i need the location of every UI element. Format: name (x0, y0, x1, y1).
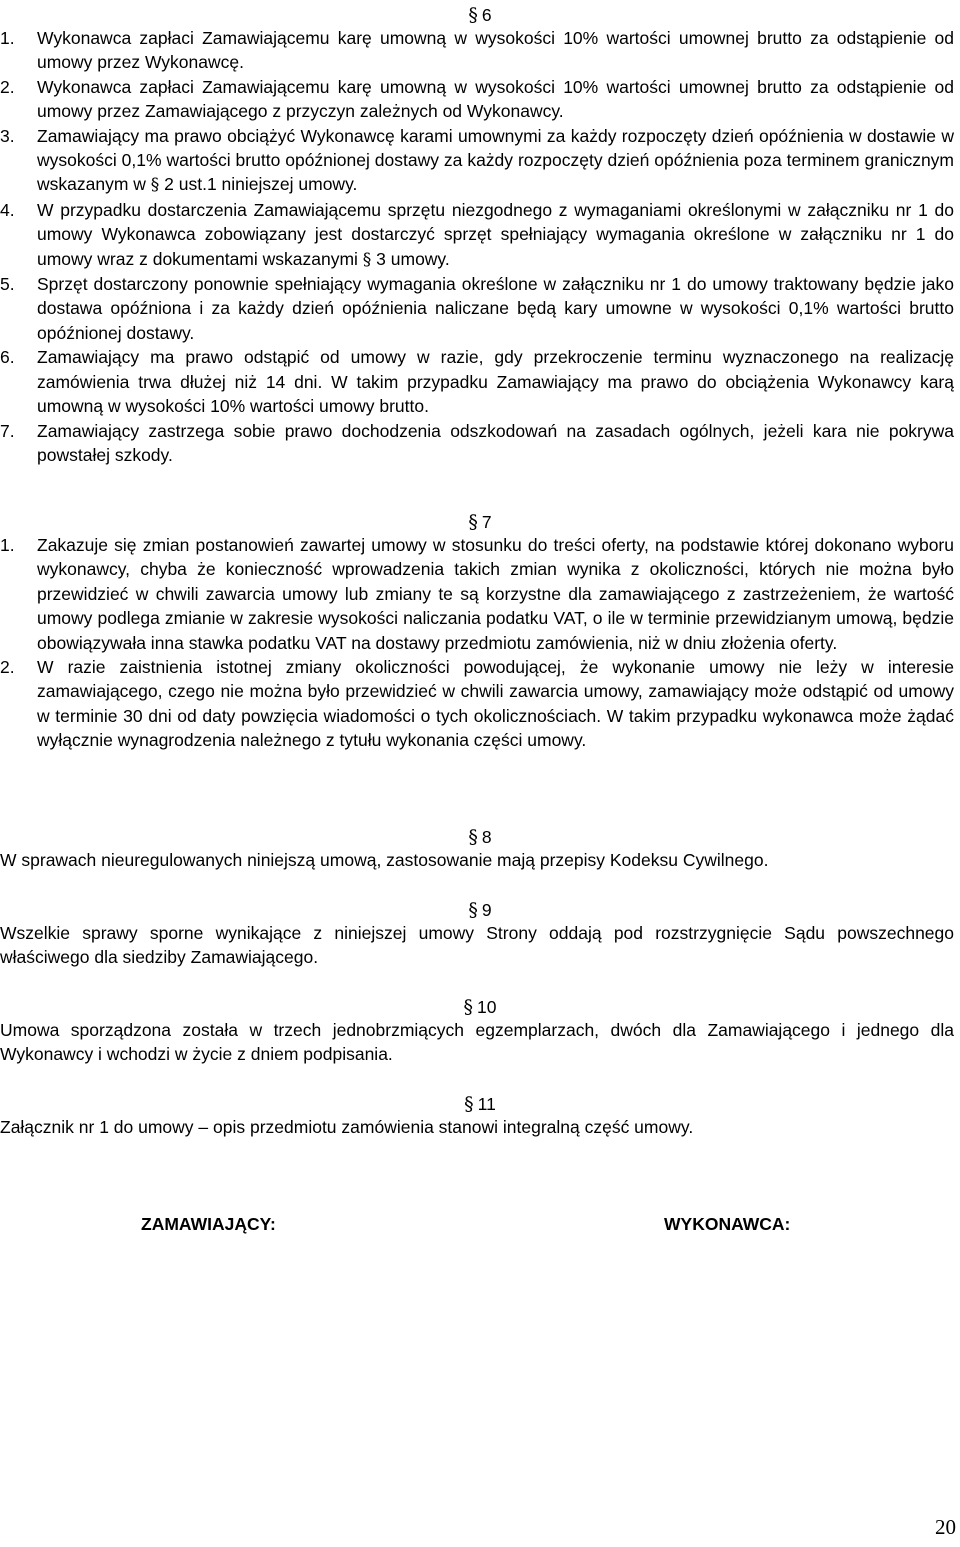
item-number: 2. (0, 657, 15, 678)
section-sign: § (150, 175, 160, 196)
section-heading (0, 1093, 960, 1115)
section-number: 7 (481, 512, 492, 532)
section-sign: § (362, 249, 372, 270)
item-number: 2. (0, 76, 15, 97)
item-number: 5. (0, 274, 15, 295)
signature-label-client: ZAMAWIAJĄCY: (141, 1214, 276, 1234)
item-text: Wykonawca zapłaci Zamawiającemu karę umowną w wysokości 10% wartości umownej brutto za odstąpienie od umowy przez Wykonawcę. (37, 28, 954, 73)
item-text: W przypadku dostarczenia Zamawiającemu sprzętu niezgodnego z wymaganiami określonymi w załączniku nr 1 do umowy Wykonawca zobowiązany jest dostarczyć sprzęt spełniający wymagania określone w załączniku nr 1 do umowy wraz z dokumentami wskazanymi (37, 199, 954, 269)
section-sign: § (468, 826, 478, 848)
section-7-list (0, 533, 960, 753)
list-item (0, 533, 954, 655)
signature-block (0, 1214, 960, 1240)
section-6-list (0, 26, 960, 467)
item-text: Zamawiający zastrzega sobie prawo dochodzenia odszkodowań na zasadach ogólnych, jeżeli kara nie pokrywa powstałej szkody. (37, 420, 954, 465)
section-heading (0, 899, 960, 921)
section-number: 8 (481, 827, 492, 847)
page-number: 20 (935, 1515, 956, 1539)
section-sign: § (468, 899, 478, 921)
section-9 (0, 899, 960, 970)
section-number: 9 (481, 900, 492, 920)
item-text: Zamawiający ma prawo obciążyć Wykonawcę karami umownymi za każdy rozpoczęty dzień opóźnienia w dostawie w wysokości 0,1% wartości brutto opóźnionej dostawy za każdy rozpoczęty dzień opóźnienia poza terminem granicznym wskazanym w (37, 125, 954, 195)
item-number: 4. (0, 199, 15, 220)
list-item (0, 124, 954, 198)
section-6 (0, 4, 960, 467)
section-10-text: Umowa sporządzona została w trzech jednobrzmiących egzemplarzach, dwóch dla Zamawiającego i jednego dla Wykonawcy i wchodzi w życie z dniem podpisania. (0, 1020, 954, 1065)
section-sign: § (463, 996, 474, 1018)
section-number: 10 (477, 997, 497, 1017)
section-heading (0, 826, 960, 848)
item-text: Sprzęt dostarczony ponownie spełniający wymagania określone w załączniku nr 1 do umowy traktowany będzie jako dostawa opóźniona i za każdy dzień opóźnienia naliczane będą kary umowne w wysokości 0,1% wartości brutto opóźnionej dostawy. (37, 274, 954, 343)
section-9-text: Wszelkie sprawy sporne wynikające z niniejszej umowy Strony oddają pod rozstrzygnięcie Sądu powszechnego właściwego dla siedziby Zamawiającego. (0, 923, 954, 968)
section-11 (0, 1093, 960, 1139)
item-text: Zamawiający ma prawo odstąpić od umowy w razie, gdy przekroczenie terminu wyznaczonego na realizację zamówienia trwa dłużej niż 14 dni. W takim przypadku Zamawiający ma prawo do obciążenia Wykonawcy karą umowną w wysokości 10% wartości umowy brutto. (37, 347, 954, 417)
item-text: 3 umowy. (371, 248, 450, 269)
section-number: 6 (481, 5, 492, 25)
section-sign: § (468, 511, 478, 533)
section-heading (0, 996, 960, 1018)
item-text: Wykonawca zapłaci Zamawiającemu karę umowną w wysokości 10% wartości umownej brutto za odstąpienie od umowy przez Zamawiającego z przyczyn zależnych od Wykonawcy. (37, 76, 954, 122)
list-item (0, 655, 954, 753)
section-8-text: W sprawach nieuregulowanych niniejszą umową, zastosowanie mają przepisy Kodeksu Cywilnego. (0, 850, 769, 870)
section-number: 11 (477, 1094, 496, 1114)
list-item (0, 272, 954, 345)
section-heading (0, 511, 960, 533)
item-number: 7. (0, 420, 15, 441)
section-sign: § (464, 1093, 474, 1115)
section-7 (0, 511, 960, 753)
section-10 (0, 996, 960, 1067)
signature-label-contractor: WYKONAWCA: (664, 1214, 791, 1234)
list-item (0, 198, 954, 272)
section-sign: § (468, 4, 478, 26)
item-number: 1. (0, 28, 15, 48)
item-number: 6. (0, 347, 15, 368)
list-item (0, 345, 954, 418)
list-item (0, 26, 954, 75)
list-item (0, 75, 954, 124)
section-11-text: Załącznik nr 1 do umowy – opis przedmiotu zamówienia stanowi integralną część umowy. (0, 1117, 694, 1137)
item-number: 3. (0, 125, 15, 146)
list-item (0, 419, 954, 468)
section-heading (0, 4, 960, 26)
item-number: 1. (0, 535, 15, 555)
item-text: Zakazuje się zmian postanowień zawartej umowy w stosunku do treści oferty, na podstawie której dokonano wyboru wykonawcy, chyba że konieczność wprowadzenia takich zmian wynika z okoliczności, których nie można było przewidzieć w chwili zawarcia umowy lub zmiany te są korzystne dla zamawiającego z zastrzeżeniem, że wartość umowy podlega zmianie w zakresie wysokości naliczania podatku VAT, o ile w terminie przewidzianym umową, będzie obowiązywała inna stawka podatku VAT na dostawy przedmiotu zamówienia, niż w dniu złożenia oferty. (37, 535, 954, 653)
section-8 (0, 826, 960, 872)
item-text: 2 ust.1 niniejszej umowy. (159, 174, 358, 195)
item-text: W razie zaistnienia istotnej zmiany okoliczności powodującej, że wykonanie umowy nie leży w interesie zamawiającego, czego nie można było przewidzieć w chwili zawarcia umowy, zamawiający może odstąpić od umowy w terminie 30 dni od daty powzięcia wiadomości o tych okolicznościach. W takim przypadku wykonawca może żądać wyłącznie wynagrodzenia należnego z tytułu wykonania części umowy. (37, 657, 954, 751)
